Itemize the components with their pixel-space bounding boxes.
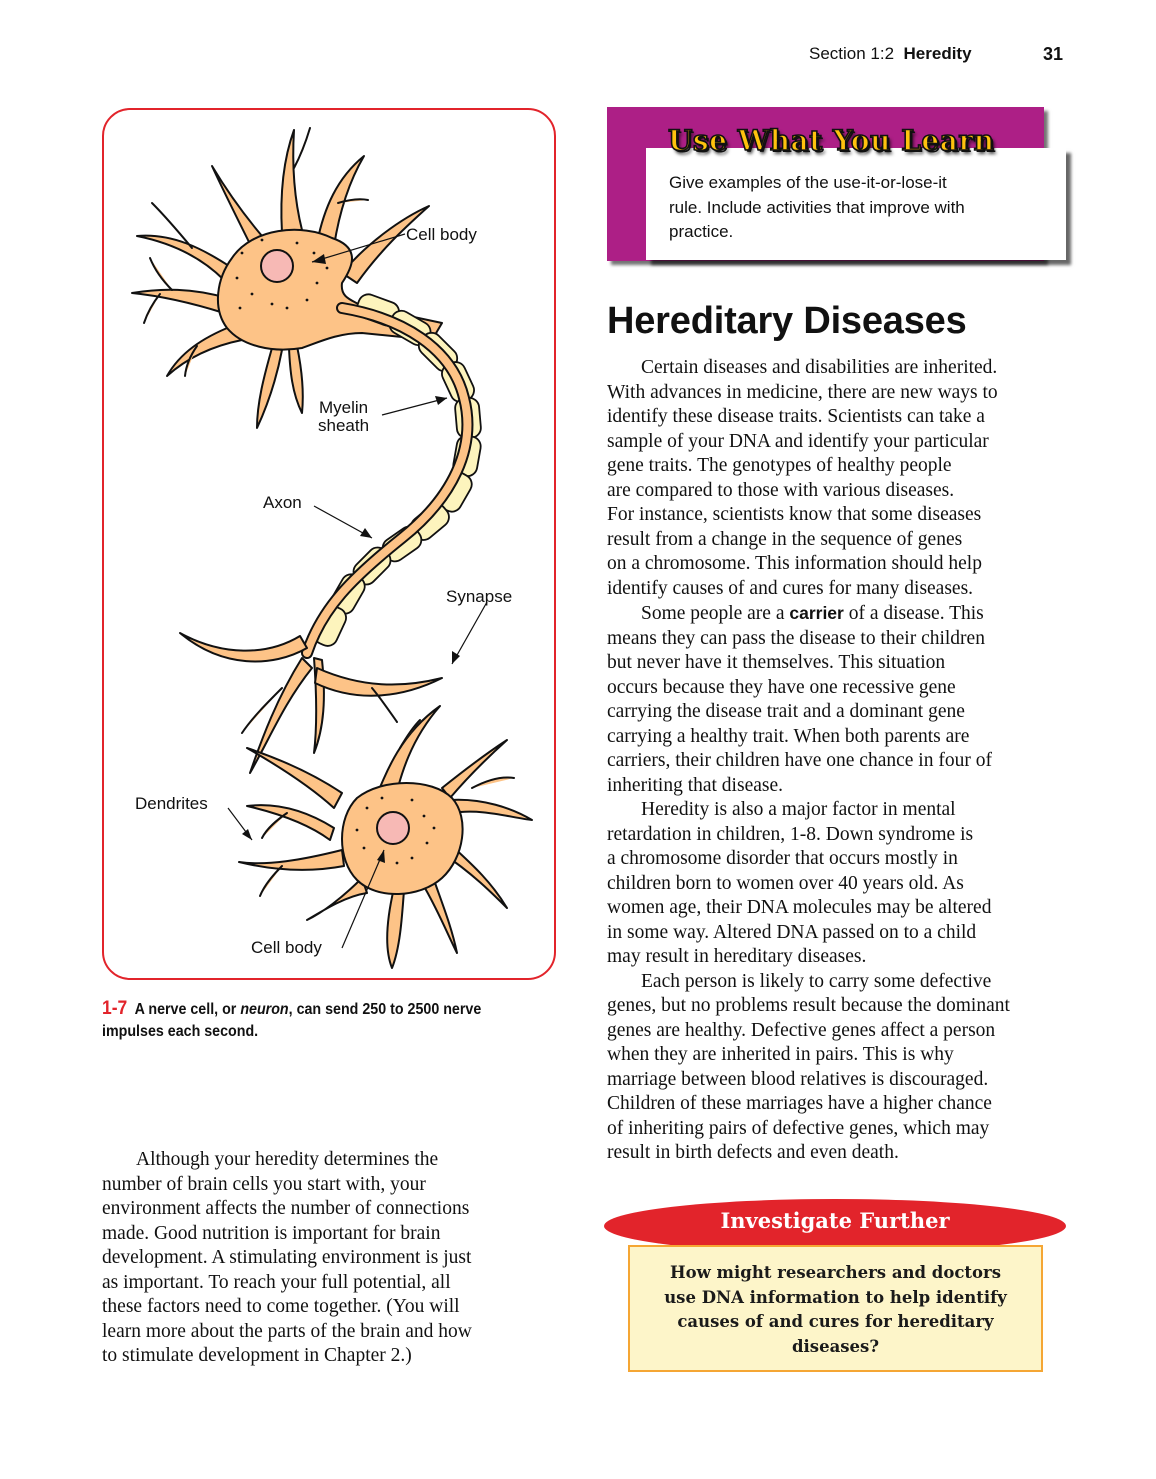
paragraph-2: Some people are a carrier of a disease. This means they can pass the disease to their children but never have it themselves. This situation occurs because they have one recessive gene carrying the disease trait and a dominant gene carrying a healthy trait. When both parents are carriers, their children have one chance in four of inheriting that disease. xyxy=(607,603,992,796)
label-cell-body-top: Cell body xyxy=(406,225,477,244)
label-cell-body-bottom: Cell body xyxy=(251,938,322,957)
running-head xyxy=(0,44,1156,68)
paragraph-4: Each person is likely to carry some defective genes, but no problems result because the dominant genes are healthy. Defective genes affect a person when they are inherited in pairs. This is why marriage between blood relatives is discouraged. Children of these marriages have a higher chance of inheriting pairs of defective genes, which may result in birth defects and even death. xyxy=(607,970,1010,1163)
label-dendrites: Dendrites xyxy=(135,794,208,813)
paragraph-3: Heredity is also a major factor in mental retardation in children, 1-8. Down syndrome is a chromosome disorder that occurs mostly in children born to women over 40 years old. As women age, their DNA molecules may be altered in some way. Altered DNA passed on to a child may result in hereditary diseases. xyxy=(607,799,992,967)
use-what-you-learn-title: Use What You Learn xyxy=(668,124,995,157)
label-myelin: Myelin xyxy=(319,398,369,417)
key-term-carrier: carrier xyxy=(789,603,844,623)
page-number: 31 xyxy=(1043,44,1064,64)
figure-caption: 1-7 A nerve cell, or neuron, can send 250 to 2500 nerve impulses each second. xyxy=(102,998,482,1040)
right-column-body xyxy=(607,356,1010,1166)
label-synapse: Synapse xyxy=(446,587,513,606)
label-sheath: sheath xyxy=(318,416,370,435)
section-label: Section 1:2 Heredity xyxy=(809,44,972,63)
neuron-diagram xyxy=(102,108,556,980)
top-nucleus-icon xyxy=(261,250,293,282)
section-title: Heredity xyxy=(903,44,972,63)
section-heading: Hereditary Diseases xyxy=(607,300,967,342)
investigate-further-question: How might researchers and doctors use DNA information to help identify causes of and cures for hereditary diseases? xyxy=(664,1263,1007,1356)
caption-term: neuron xyxy=(240,1001,289,1018)
left-column-paragraph: Although your heredity determines the number of brain cells you start with, your environment affects the number of connections made. Good nutrition is important for brain development. A stimulating environment is just as important. To reach your full potential, all these factors need to come together. (You will learn more about the parts of the brain and how to stimulate development in Chapter 2.) xyxy=(102,1149,472,1366)
bottom-nucleus-icon xyxy=(377,812,409,844)
label-axon: Axon xyxy=(263,493,302,512)
paragraph-1: Certain diseases and disabilities are inherited. With advances in medicine, there are new ways to identify these disease traits. Scientists can take a sample of your DNA and identify your particular gene traits. The genotypes of healthy people are compared to those with various diseases. For instance, scientists know that some diseases result from a change in the sequence of genes on a chromosome. This information should help identify causes of and cures for many diseases. xyxy=(607,357,998,599)
use-what-you-learn-text: Give examples of the use-it-or-lose-it rule. Include activities that improve with practice. xyxy=(669,173,965,241)
figure-number: 1-7 xyxy=(102,998,128,1019)
investigate-further-title: Investigate Further xyxy=(720,1208,950,1233)
